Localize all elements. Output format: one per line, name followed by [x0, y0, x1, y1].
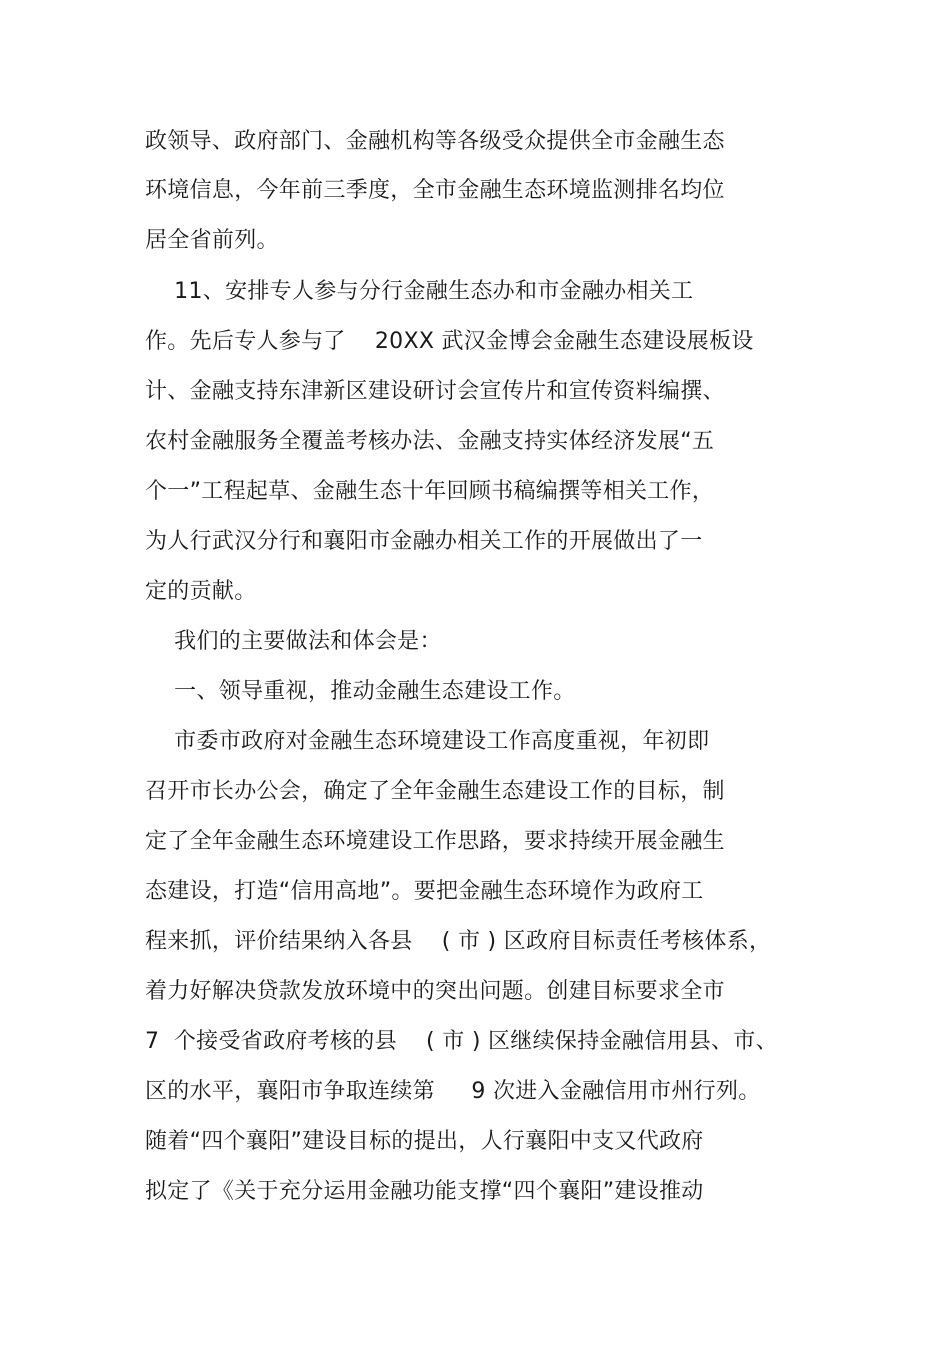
text-line: 程来抓，评价结果纳入各县 ( 市 ) 区政府目标责任考核体系，	[145, 929, 772, 954]
text-line: 市委市政府对金融生态环境建设工作高度重视，年初即	[145, 729, 710, 754]
text-line: 农村金融服务全覆盖考核办法、金融支持实体经济发展“五	[145, 429, 715, 454]
text-line: 环境信息，今年前三季度，全市金融生态环境监测排名均位	[145, 178, 725, 203]
text-line: 为人行武汉分行和襄阳市金融办相关工作的开展做出了一	[145, 529, 703, 554]
text-line: 政领导、政府部门、金融机构等各级受众提供全市金融生态	[145, 129, 725, 154]
text-line: 我们的主要做法和体会是：	[145, 629, 442, 654]
text-line: 态建设，打造“信用高地”。要把金融生态环境作为政府工	[145, 879, 704, 904]
text-line: 定的贡献。	[145, 579, 257, 604]
text-line: 作。先后专人参与了 20XX 武汉金博会金融生态建设展板设	[145, 329, 754, 354]
text-line: 着力好解决贷款发放环境中的突出问题。创建目标要求全市	[145, 979, 725, 1004]
text-line: 区的水平，襄阳市争取连续第 9 次进入金融信用市州行列。	[145, 1079, 761, 1104]
text-line: 计、金融支持东津新区建设研讨会宣传片和宣传资料编撰、	[145, 379, 725, 404]
text-line: 个一”工程起草、金融生态十年回顾书稿编撰等相关工作，	[145, 479, 715, 504]
text-line: 7 个接受省政府考核的县 ( 市 ) 区继续保持金融信用县、市、	[145, 1029, 778, 1054]
text-line: 拟定了《关于充分运用金融功能支撑“四个襄阳”建设推动	[145, 1179, 704, 1204]
section-heading: 一、领导重视，推动金融生态建设工作。	[145, 679, 576, 704]
text-line: 11、安排专人参与分行金融生态办和市金融办相关工	[145, 279, 694, 304]
text-line: 召开市长办公会，确定了全年金融生态建设工作的目标，制	[145, 779, 725, 804]
text-line: 随着“四个襄阳”建设目标的提出，人行襄阳中支又代政府	[145, 1129, 704, 1154]
text-line: 定了全年金融生态环境建设工作思路，要求持续开展金融生	[145, 829, 725, 854]
text-line: 居全省前列。	[145, 228, 279, 253]
